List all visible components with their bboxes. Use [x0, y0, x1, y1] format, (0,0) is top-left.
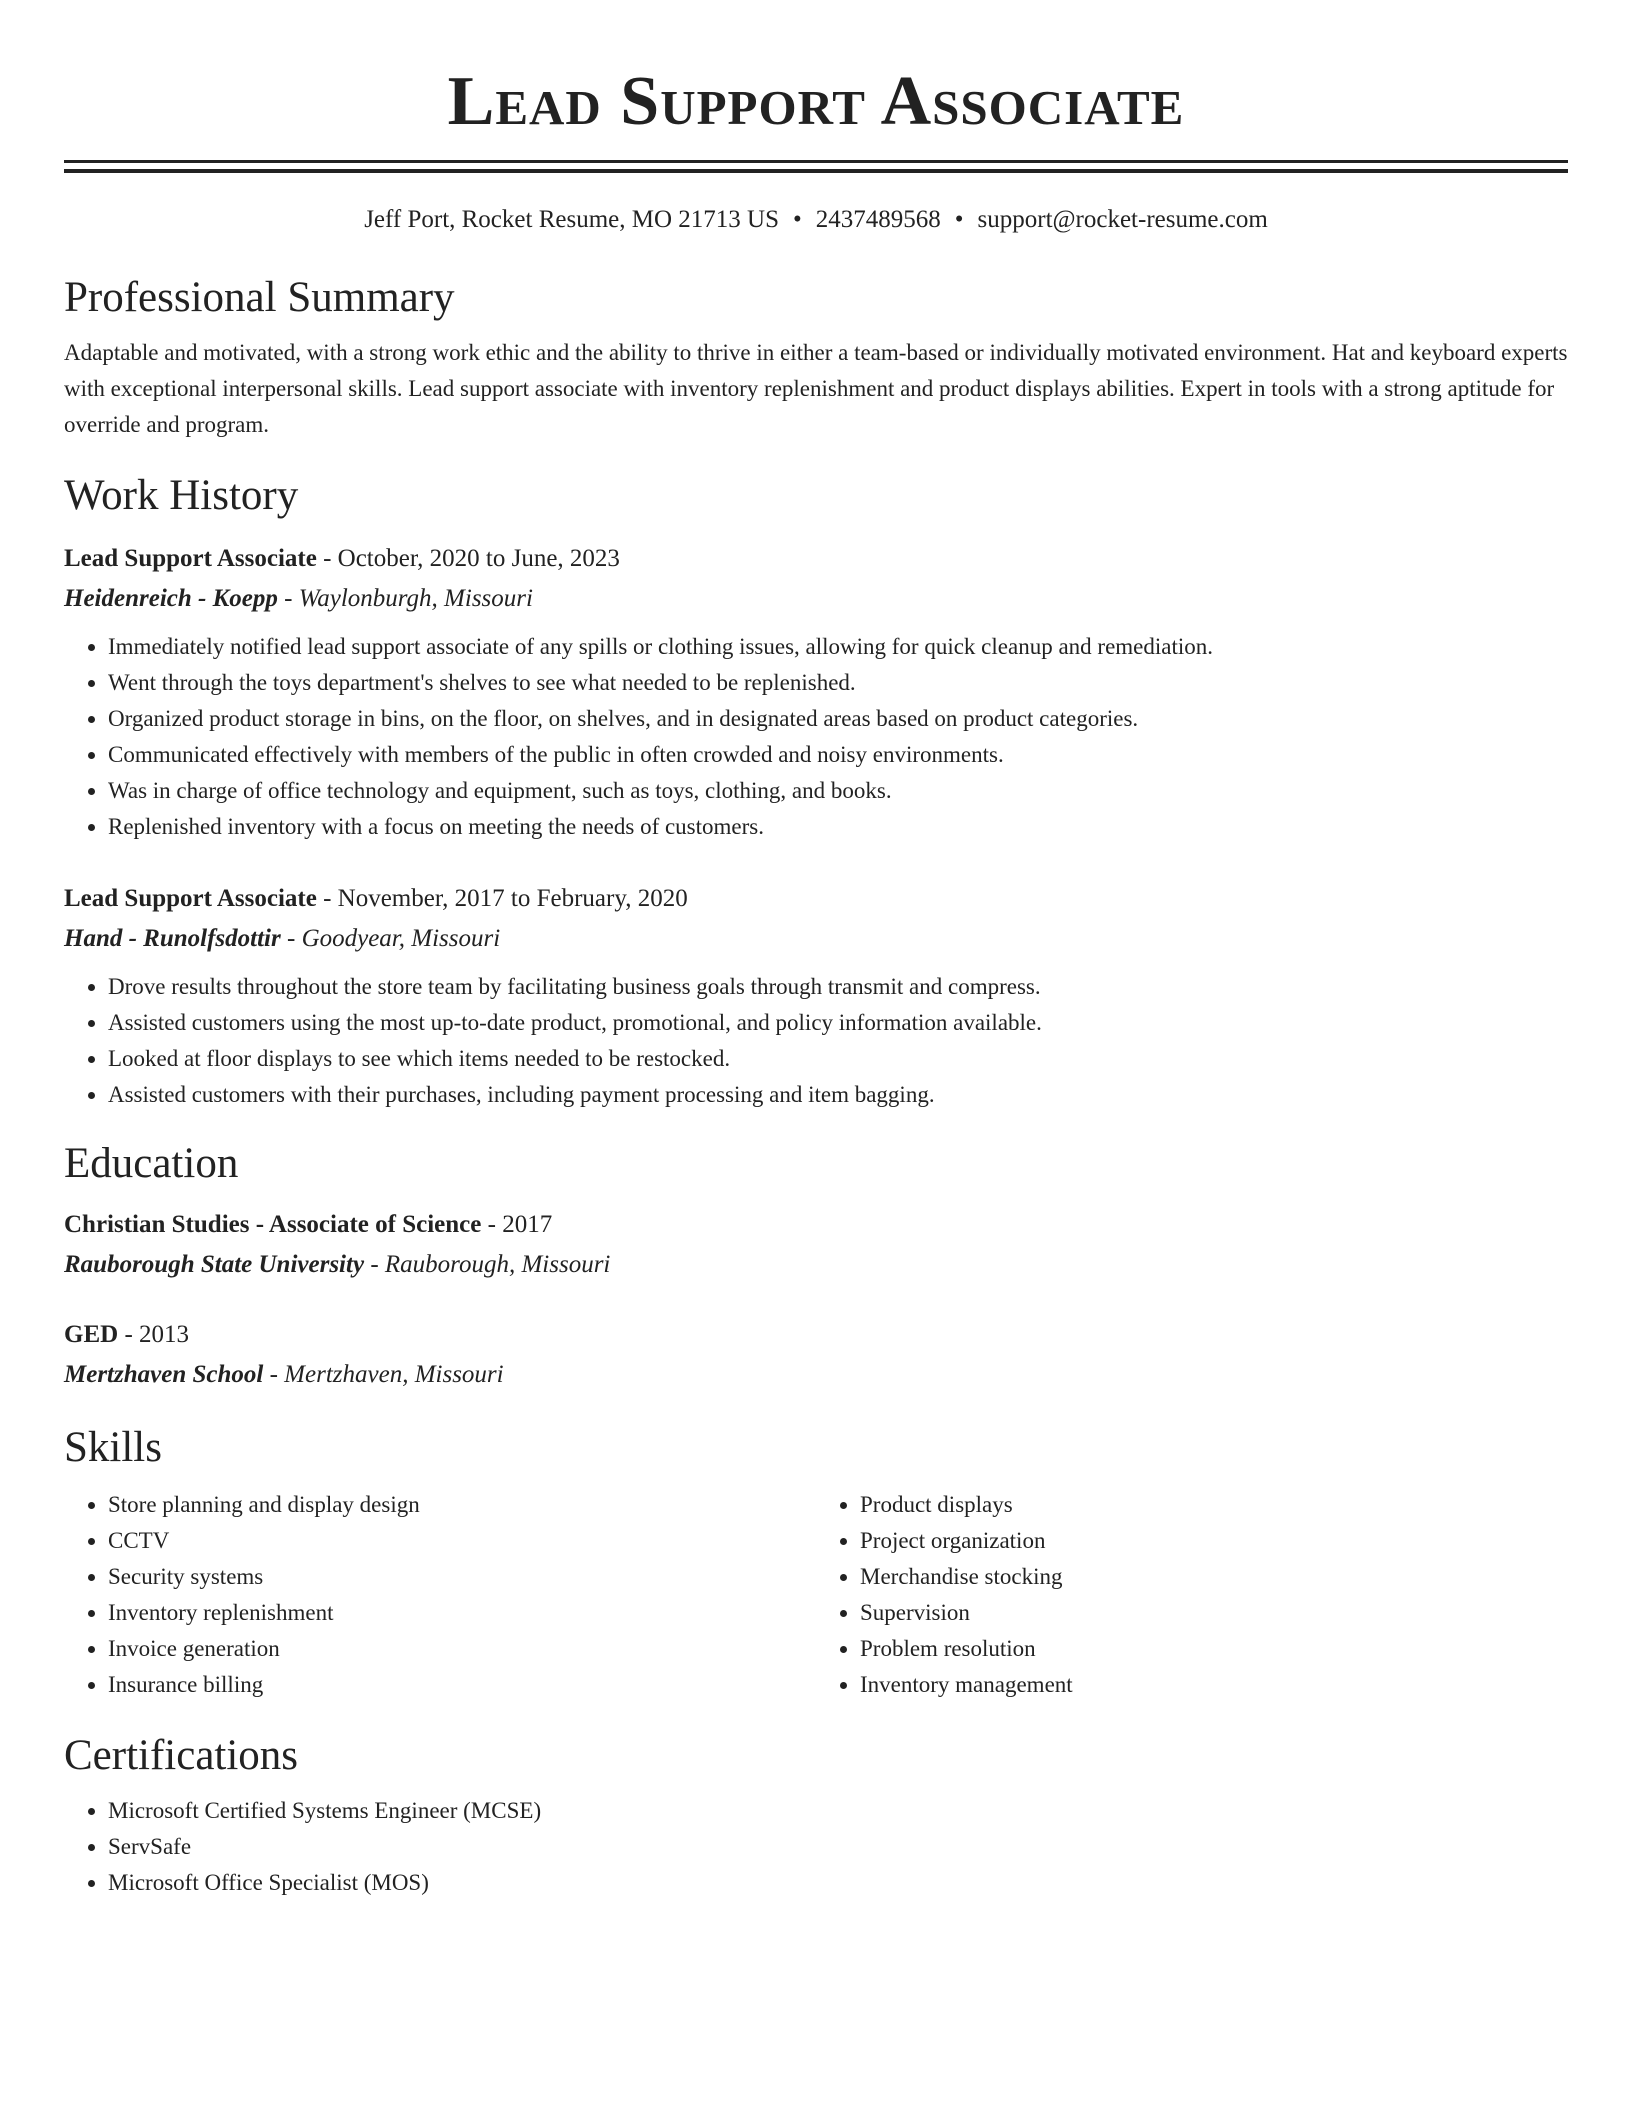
education-entry [64, 1205, 1568, 1285]
skill-item: • Supervision [860, 1595, 1568, 1631]
skill-item: • Insurance billing [108, 1667, 816, 1703]
job-bullet: • Organized product storage in bins, on the floor, on shelves, and in designated areas based on product categories. [108, 701, 1568, 737]
contact-phone: 2437489568 [815, 206, 941, 233]
certifications-list [64, 1793, 1568, 1901]
skills-list-right [816, 1487, 1568, 1703]
job-bullet: • Drove results throughout the store team by facilitating business goals through transmit and compress. [108, 969, 1568, 1005]
job-dates: October, 2020 to June, 2023 [337, 545, 620, 572]
job-company-line [64, 579, 1568, 619]
education-year: 2013 [139, 1321, 190, 1348]
contact-separator: • [954, 206, 964, 233]
skill-item: • Invoice generation [108, 1631, 816, 1667]
education-school: Mertzhaven School [64, 1361, 264, 1388]
separator: - [277, 585, 299, 612]
contact-line [64, 203, 1568, 237]
education-degree: Christian Studies - Associate of Science [64, 1211, 482, 1238]
education-school: Rauborough State University [64, 1251, 365, 1278]
certification-item: • ServSafe [108, 1829, 1568, 1865]
resume-title: Lead Support Associate [447, 63, 1185, 140]
job-bullet-list [64, 969, 1568, 1113]
separator: - [263, 1361, 285, 1388]
skills-columns [64, 1487, 1568, 1703]
contact-address: Jeff Port, Rocket Resume, MO 21713 US [364, 206, 779, 233]
skill-item: • Merchandise stocking [860, 1559, 1568, 1595]
job-location: Waylonburgh, Missouri [298, 585, 533, 612]
job-entry [64, 879, 1568, 1113]
contact-email: support@rocket-resume.com [977, 206, 1268, 233]
title-divider-top [64, 160, 1568, 163]
summary-text: Adaptable and motivated, with a strong work ethic and the ability to thrive in either a team-based or individually motivated environment. Hat and keyboard experts with exceptional interpersonal skills. Lead support associate with inventory replenishment and product displays abilities. Expert in tools with a strong aptitude for override and program. [64, 340, 1568, 437]
job-company-line [64, 919, 1568, 959]
job-entry [64, 539, 1568, 845]
job-bullet: • Was in charge of office technology and equipment, such as toys, clothing, and books. [108, 773, 1568, 809]
job-bullet: • Looked at floor displays to see which items needed to be restocked. [108, 1041, 1568, 1077]
certification-item: • Microsoft Certified Systems Engineer (MCSE) [108, 1793, 1568, 1829]
skills-heading: Skills [64, 1424, 162, 1471]
job-bullet-list [64, 629, 1568, 845]
skill-item: • Security systems [108, 1559, 816, 1595]
education-degree: GED [64, 1321, 119, 1348]
certification-item: • Microsoft Office Specialist (MOS) [108, 1865, 1568, 1901]
job-dates: November, 2017 to February, 2020 [337, 885, 688, 912]
separator: - [118, 1321, 140, 1348]
skill-item: • CCTV [108, 1523, 816, 1559]
job-bullet: • Communicated effectively with members of the public in often crowded and noisy environments. [108, 737, 1568, 773]
education-location: Rauborough, Missouri [384, 1251, 611, 1278]
job-header [64, 879, 1568, 919]
job-title: Lead Support Associate [64, 885, 317, 912]
job-bullet: • Assisted customers with their purchases, including payment processing and item bagging. [108, 1077, 1568, 1113]
job-bullet: • Replenished inventory with a focus on meeting the needs of customers. [108, 809, 1568, 845]
title-divider-bottom [64, 169, 1568, 173]
education-school-line [64, 1355, 1568, 1395]
separator: - [481, 1211, 503, 1238]
work-history-heading: Work History [64, 472, 299, 519]
certifications-heading: Certifications [64, 1732, 299, 1779]
job-header [64, 539, 1568, 579]
education-header [64, 1205, 1568, 1245]
separator: - [364, 1251, 385, 1278]
skill-item: • Project organization [860, 1523, 1568, 1559]
job-location: Goodyear, Missouri [301, 925, 501, 952]
separator: - [316, 885, 338, 912]
education-header [64, 1315, 1568, 1355]
education-entry [64, 1315, 1568, 1395]
job-bullet: • Assisted customers using the most up-to-date product, promotional, and policy information available. [108, 1005, 1568, 1041]
skill-item: • Inventory replenishment [108, 1595, 816, 1631]
education-location: Mertzhaven, Missouri [284, 1361, 504, 1388]
skill-item: • Store planning and display design [108, 1487, 816, 1523]
contact-separator: • [792, 206, 802, 233]
separator: - [316, 545, 338, 572]
education-school-line [64, 1245, 1568, 1285]
skill-item: • Product displays [860, 1487, 1568, 1523]
job-company: Hand - Runolfsdottir [64, 925, 281, 952]
job-bullet: • Went through the toys department's shelves to see what needed to be replenished. [108, 665, 1568, 701]
job-title: Lead Support Associate [64, 545, 317, 572]
education-heading: Education [64, 1140, 239, 1187]
separator: - [280, 925, 302, 952]
job-company: Heidenreich - Koepp [64, 585, 278, 612]
skill-item: • Inventory management [860, 1667, 1568, 1703]
education-year: 2017 [502, 1211, 553, 1238]
skill-item: • Problem resolution [860, 1631, 1568, 1667]
skills-list-left [64, 1487, 816, 1703]
summary-heading: Professional Summary [64, 274, 455, 321]
job-bullet: • Immediately notified lead support associate of any spills or clothing issues, allowing for quick cleanup and remediation. [108, 629, 1568, 665]
